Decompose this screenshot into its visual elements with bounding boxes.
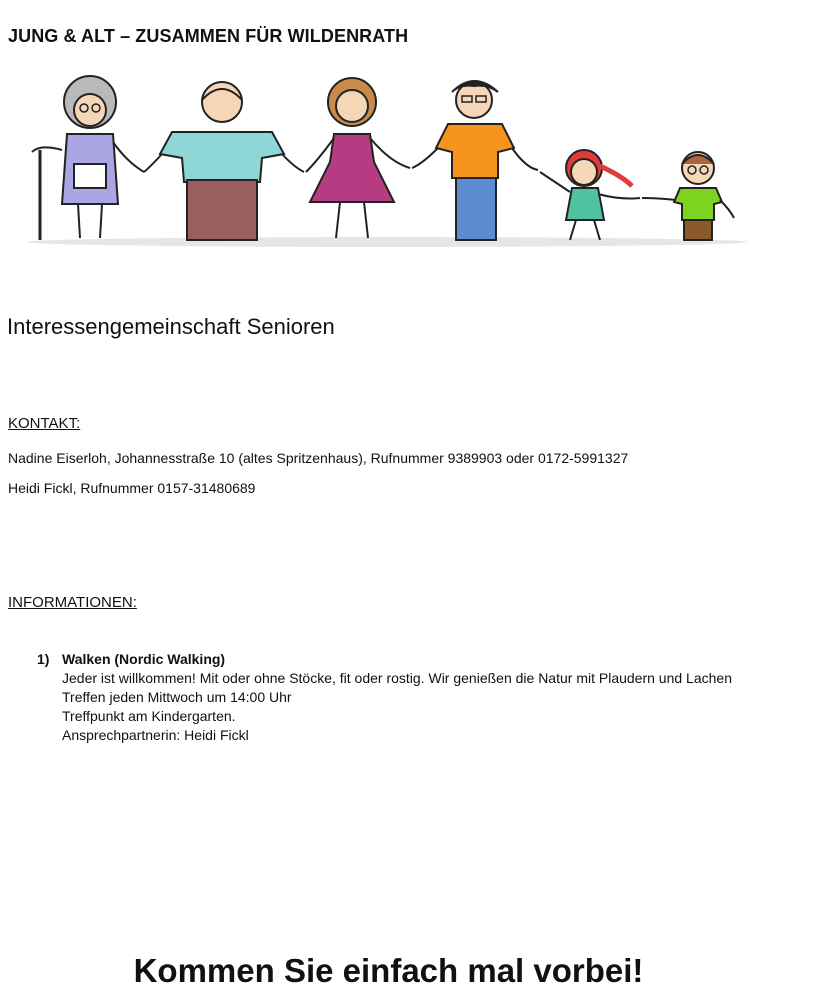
family-illustration (22, 72, 752, 252)
contact-line: Heidi Fickl, Rufnummer 0157-31480689 (8, 480, 256, 496)
contact-heading: KONTAKT: (8, 415, 81, 432)
item-contact-person: Ansprechpartnerin: Heidi Fickl (62, 727, 249, 743)
information-heading: INFORMATIONEN: (8, 594, 137, 611)
grandmother-figure (32, 76, 144, 240)
item-number: 1) (37, 651, 50, 667)
father-figure (412, 81, 538, 240)
grandfather-figure (144, 82, 304, 240)
mother-figure (306, 78, 410, 238)
item-description: Jeder ist willkommen! Mit oder ohne Stöcke, fit oder rostig. Wir genießen die Natur mit Plaudern und Lachen (62, 670, 732, 686)
girl-figure (540, 150, 640, 240)
information-item (37, 650, 777, 745)
page-subtitle: Interessengemeinschaft Senioren (7, 314, 335, 339)
boy-figure (642, 152, 734, 240)
item-meeting-time: Treffen jeden Mittwoch um 14:00 Uhr (62, 689, 292, 705)
contact-line: Nadine Eiserloh, Johannesstraße 10 (altes Spritzenhaus), Rufnummer 9389903 oder 0172-5991327 (8, 450, 629, 466)
item-meeting-place: Treffpunkt am Kindergarten. (62, 708, 236, 724)
footer-slogan: Kommen Sie einfach mal vorbei! (133, 952, 644, 989)
item-body (62, 650, 777, 745)
page-title: JUNG & ALT – ZUSAMMEN FÜR WILDENRATH (8, 26, 409, 46)
item-title: Walken (Nordic Walking) (62, 651, 226, 667)
